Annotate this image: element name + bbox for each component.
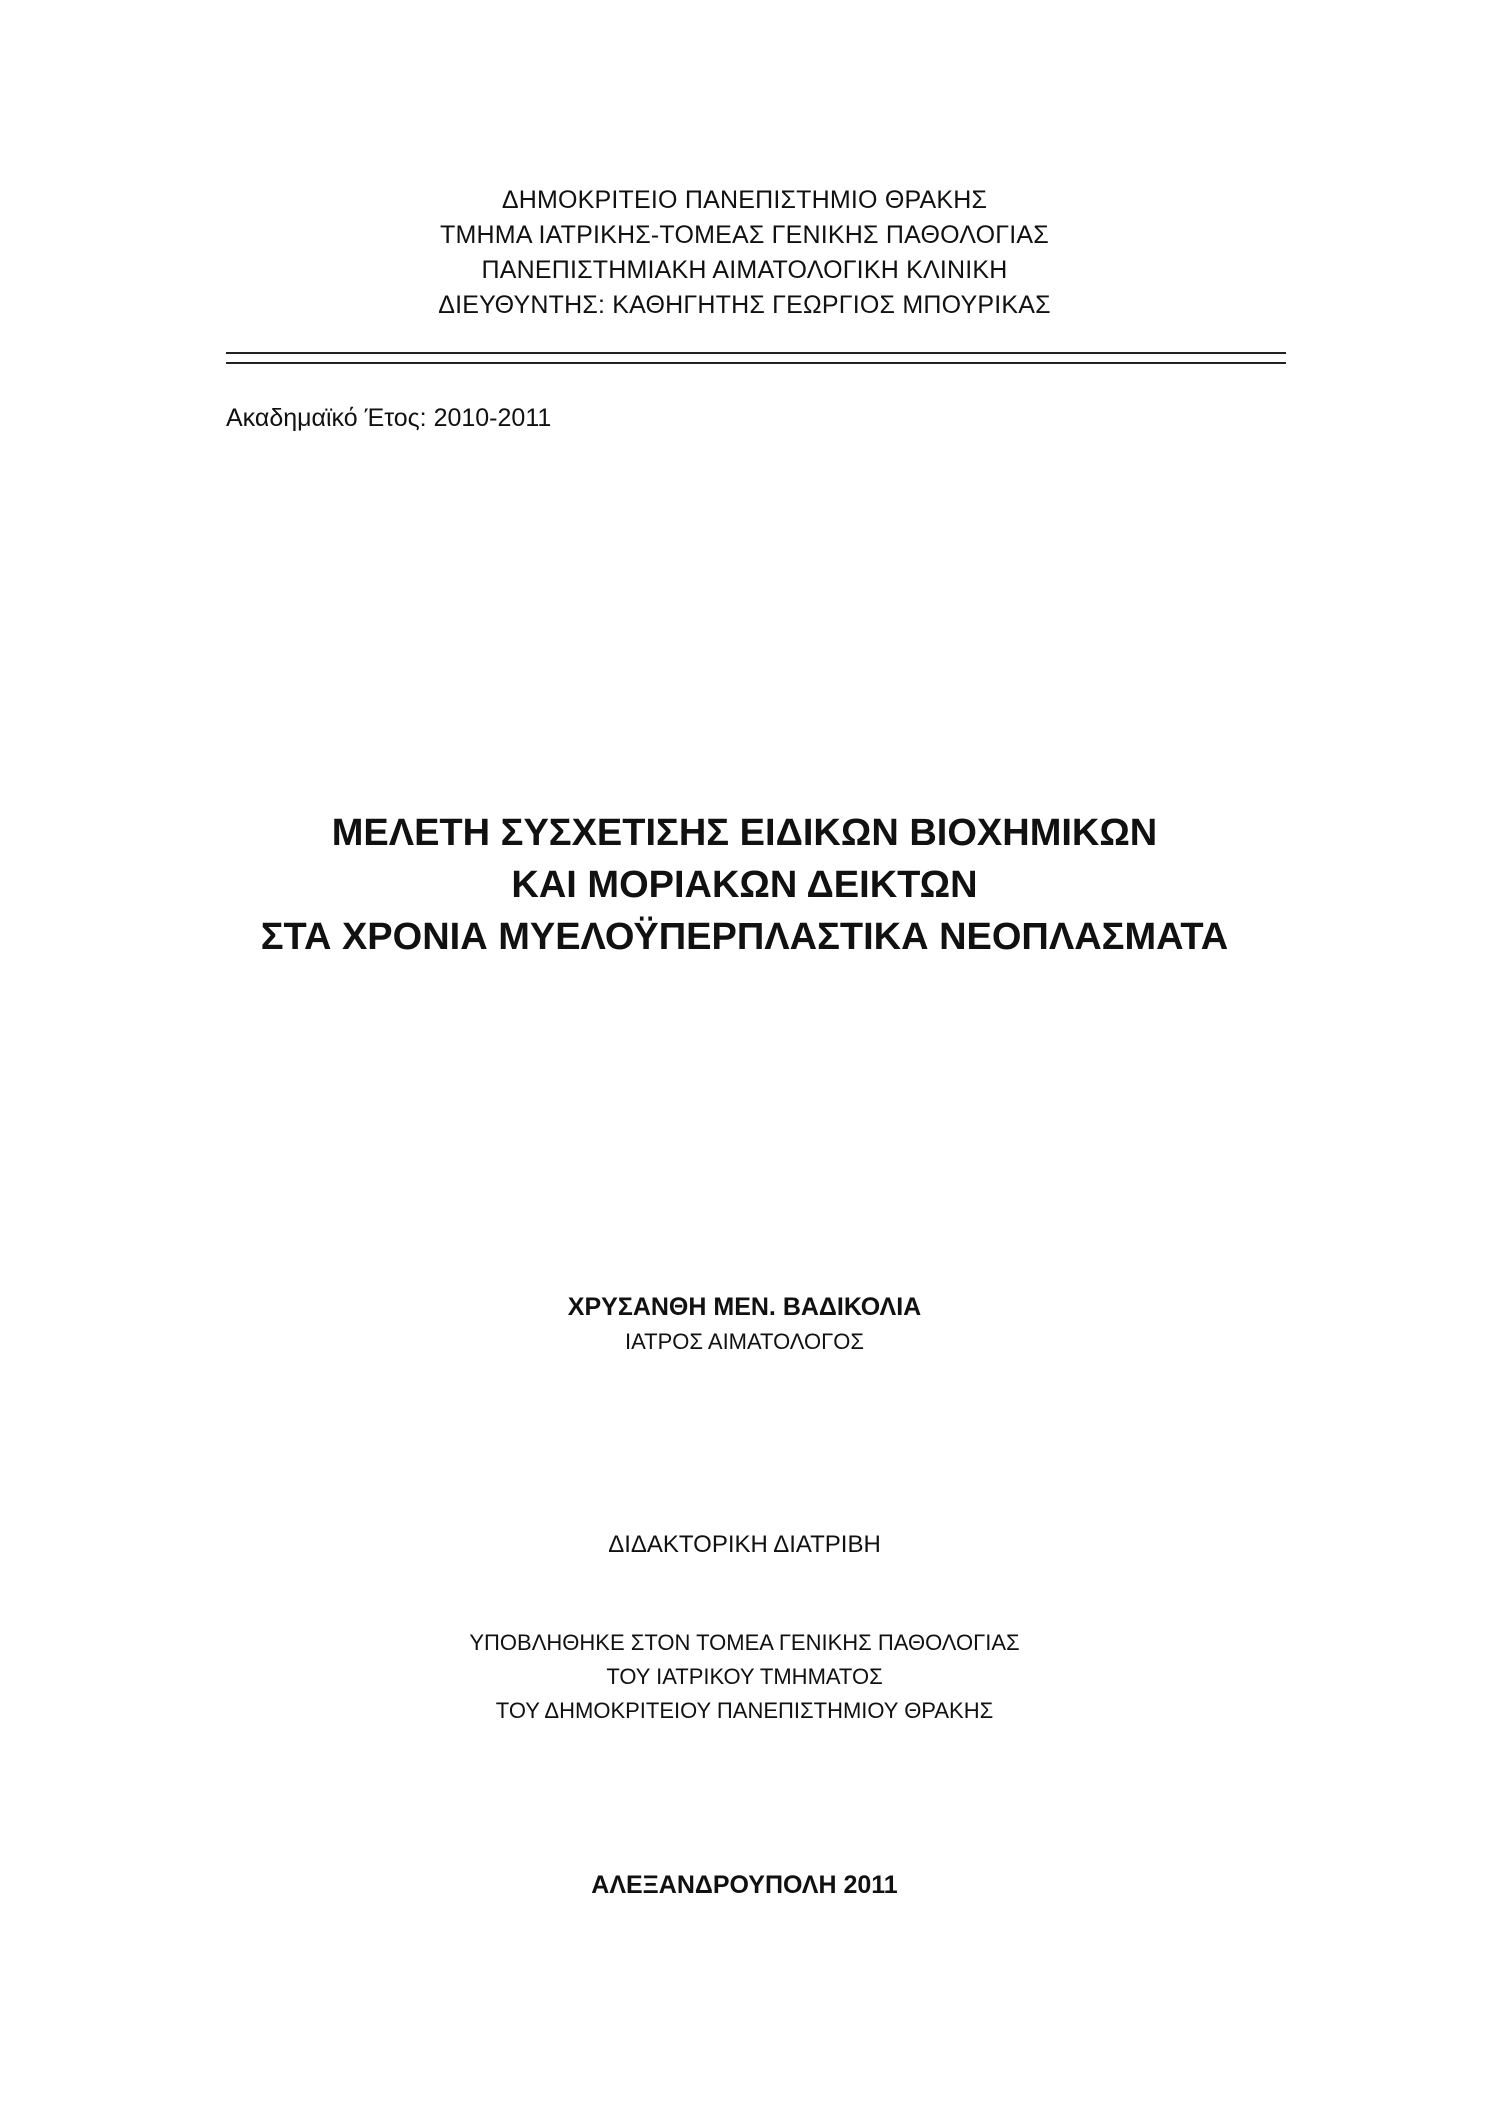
academic-year: Ακαδημαϊκό Έτος: 2010-2011 <box>226 404 552 432</box>
title-line-3: ΣΤΑ ΧΡΟΝΙΑ ΜΥΕΛΟΫΠΕΡΠΛΑΣΤΙΚΑ ΝΕΟΠΛΑΣΜΑΤΑ <box>260 916 1229 958</box>
author-name: ΧΡΥΣΑΝΘΗ ΜΕΝ. ΒΑΔΙΚΟΛΙΑ <box>567 1293 922 1321</box>
thesis-type: ΔΙΔΑΚΤΟΡΙΚΗ ΔΙΑΤΡΙΒΗ <box>608 1531 881 1558</box>
header-director: ΔΙΕΥΘΥΝΤΗΣ: ΚΑΘΗΓΗΤΗΣ ΓΕΩΡΓΙΟΣ ΜΠΟΥΡΙΚΑΣ <box>438 291 1051 319</box>
title-line-2: ΚΑΙ ΜΟΡΙΑΚΩΝ ΔΕΙΚΤΩΝ <box>511 864 978 906</box>
institution-header <box>0 183 1489 323</box>
author-role: ΙΑΤΡΟΣ ΑΙΜΑΤΟΛΟΓΟΣ <box>625 1329 864 1354</box>
submission-line-1: ΥΠΟΒΛΗΘΗΚΕ ΣΤΟΝ ΤΟΜΕΑ ΓΕΝΙΚΗΣ ΠΑΘΟΛΟΓΙΑΣ <box>469 1630 1020 1655</box>
header-divider-top <box>226 352 1286 354</box>
header-divider-bottom <box>226 362 1286 364</box>
place-and-year: ΑΛΕΞΑΝΔΡΟΥΠΟΛΗ 2011 <box>591 1871 898 1899</box>
submission-line-3: ΤΟΥ ΔΗΜΟΚΡΙΤΕΙΟΥ ΠΑΝΕΠΙΣΤΗΜΙΟΥ ΘΡΑΚΗΣ <box>495 1698 994 1723</box>
header-department: ΤΜΗΜΑ ΙΑΤΡΙΚΗΣ-ΤΟΜΕΑΣ ΓΕΝΙΚΗΣ ΠΑΘΟΛΟΓΙΑΣ <box>440 221 1049 249</box>
submission-statement <box>0 1626 1489 1728</box>
submission-line-2: ΤΟΥ ΙΑΤΡΙΚΟΥ ΤΜΗΜΑΤΟΣ <box>606 1664 883 1689</box>
title-line-1: ΜΕΛΕΤΗ ΣΥΣΧΕΤΙΣΗΣ ΕΙΔΙΚΩΝ ΒΙΟΧΗΜΙΚΩΝ <box>331 812 1158 854</box>
thesis-title <box>0 807 1489 963</box>
header-clinic: ΠΑΝΕΠΙΣΤΗΜΙΑΚΗ ΑΙΜΑΤΟΛΟΓΙΚΗ ΚΛΙΝΙΚΗ <box>481 256 1008 284</box>
header-university: ΔΗΜΟΚΡΙΤΕΙΟ ΠΑΝΕΠΙΣΤΗΜΙΟ ΘΡΑΚΗΣ <box>501 186 988 214</box>
